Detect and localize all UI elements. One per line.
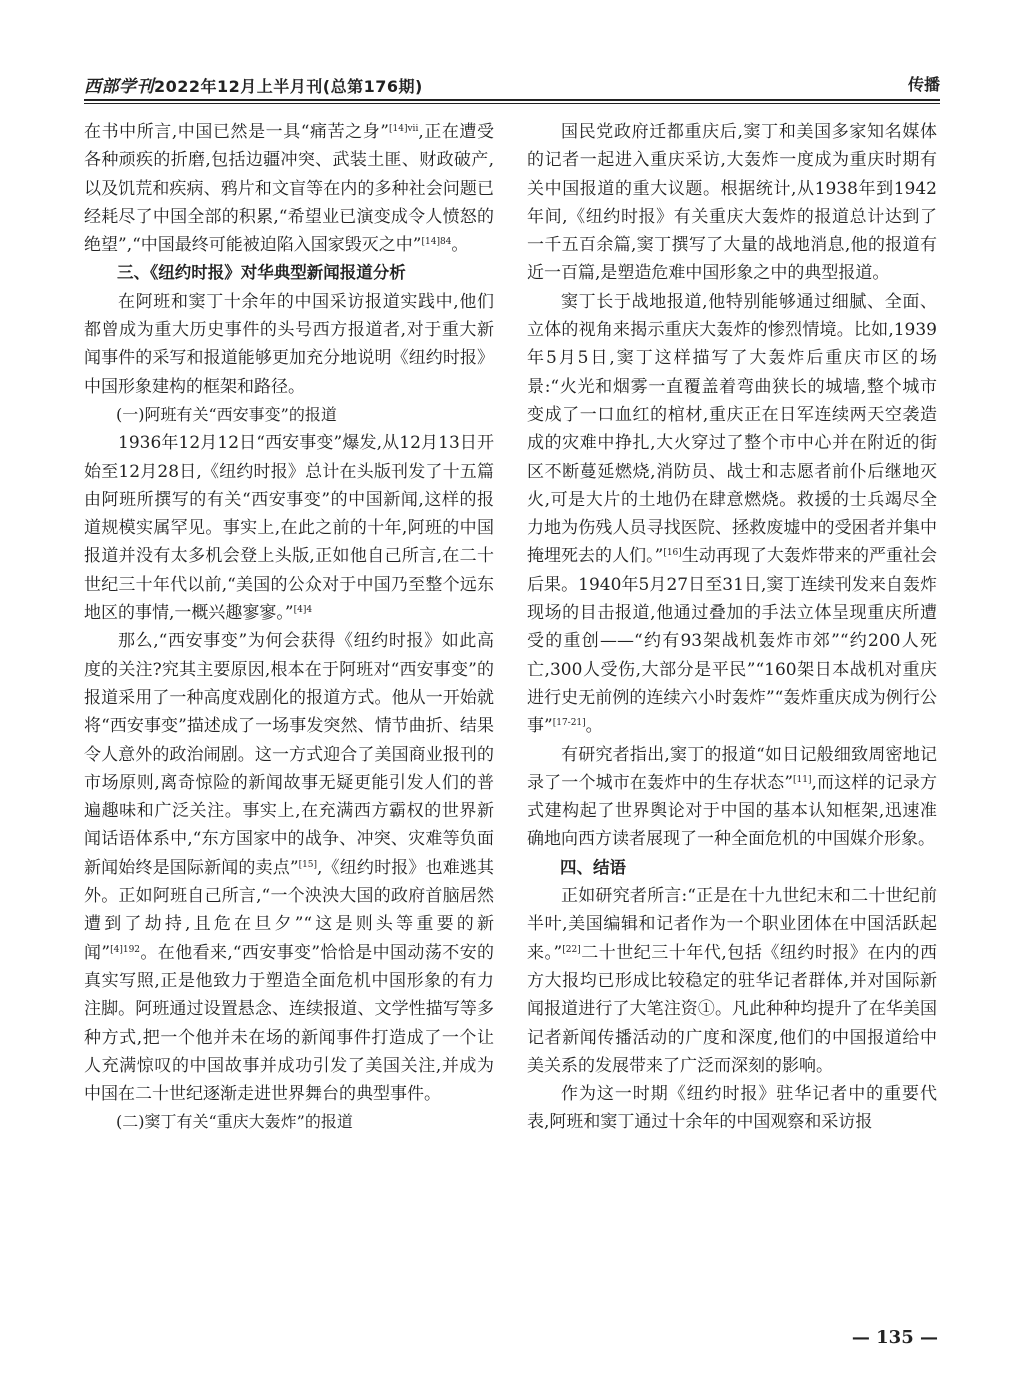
paragraph-text: 在书中所言,中国已然是一具“痛苦之身” xyxy=(84,122,389,142)
section-heading xyxy=(84,259,494,287)
paragraph xyxy=(527,741,937,854)
paragraph-text: ,正在遭受各种顽疾的折磨,包括边疆冲突、武装土匪、财政破产,以及饥荒和疾病、鸦片和文盲等在内的多种社会问题已经耗尽了中国全部的积累,“希望业已演变成令人愤怒的绝望”,“中国最终可能被迫陷入国家毁灭之中” xyxy=(84,122,494,256)
paragraph-text: 生动再现了大轰炸带来的严重社会后果。1940年5月27日至31日,窦丁连续刊发来自轰炸现场的目击报道,他通过叠加的手法立体呈现重庆所遭受的重创——“约有93架战机轰炸市郊”“约200人死亡,300人受伤,大部分是平民”“160架日本战机对重庆进行史无前例的连续六小时轰炸”“轰炸重庆成为例行公事” xyxy=(527,546,938,737)
paragraph-text: ,《纽约时报》也难逃其外。正如阿班自己所言,“一个泱泱大国的政府首脑居然遭到了劫持,且危在旦夕”“这是则头等重要的新闻” xyxy=(84,857,494,963)
journal-title xyxy=(84,72,423,97)
paragraph-text: 。 xyxy=(451,235,469,256)
journal-issue: 2022年12月上半月刊(总第176期) xyxy=(154,77,423,96)
paragraph-text: 窦丁长于战地报道,他特别能够通过细腻、全面、立体的视角来揭示重庆大轰炸的惨烈情境。比如,1939年5月5日,窦丁这样描写了大轰炸后重庆市区的场景:“火光和烟雾一直覆盖着弯曲狭长的城墙,整个城市变成了一口血红的棺材,重庆正在日军连续两天空袭造成的灾难中挣扎,大火穿过了整个市中心并在附近的街区不断蔓延燃烧,消防员、战士和志愿者前仆后继地灭火,可是大片的土地仍在肆意燃烧。救援的士兵竭尽全力地为伤残人员寻找医院、拯救废墟中的受困者并集中掩埋死去的人们。” xyxy=(527,291,937,567)
citation-ref: [17-21] xyxy=(552,718,586,729)
paragraph xyxy=(527,118,937,288)
paragraph-text: (一)阿班有关“西安事变”的报道 xyxy=(116,404,337,424)
paragraph xyxy=(527,1080,937,1137)
citation-ref: [4]192 xyxy=(110,944,141,955)
page-number: — 135 — xyxy=(851,1327,938,1348)
citation-ref: [14]84 xyxy=(421,237,452,248)
header-rule xyxy=(84,99,940,101)
running-header xyxy=(84,70,940,98)
paragraph-text: 1936年12月12日“西安事变”爆发,从12月13日开始至12月28日,《纽约时报》总计在头版刊发了十五篇由阿班所撰写的有关“西安事变”的中国新闻,这样的报道规模实属罕见。事实上,在此之前的十年,阿班的中国报道并没有太多机会登上头版,正如他自己所言,在二十世纪三十年代以前,“美国的公众对于中国乃至整个远东地区的事情,一概兴趣寥寥。” xyxy=(84,433,494,624)
section-heading xyxy=(84,1108,494,1136)
paragraph xyxy=(527,288,937,741)
citation-ref: [15] xyxy=(298,859,318,870)
section-label: 传播 xyxy=(907,75,940,94)
section-heading xyxy=(527,854,937,882)
paragraph-text: ,而这样的记录方式建构起了世界舆论对于中国的基本认知框架,迅速准确地向西方读者展现了一种全面危机的中国媒介形象。 xyxy=(527,772,937,850)
paragraph-text: 作为这一时期《纽约时报》驻华记者中的重要代表,阿班和窦丁通过十余年的中国观察和采访报 xyxy=(527,1084,937,1133)
paragraph-text: 。 xyxy=(585,716,603,737)
left-column xyxy=(84,118,494,1137)
paragraph xyxy=(84,118,494,259)
paragraph-text: 二十世纪三十年代,包括《纽约时报》在内的西方大报均已形成比较稳定的驻华记者群体,并对国际新闻报道进行了大笔注资①。凡此种种均提升了在华美国记者新闻传播活动的广度和深度,他们的中国报道给中美关系的发展带来了广泛而深刻的影响。 xyxy=(527,942,937,1076)
paragraph-text: (二)窦丁有关“重庆大轰炸”的报道 xyxy=(116,1112,353,1132)
section-heading xyxy=(84,401,494,429)
citation-ref: [22] xyxy=(562,944,581,955)
paragraph xyxy=(84,429,494,627)
paragraph xyxy=(527,882,937,1080)
paragraph-text: 四、结语 xyxy=(560,857,626,877)
citation-ref: [16] xyxy=(663,548,682,559)
paragraph-text: 国民党政府迁都重庆后,窦丁和美国多家知名媒体的记者一起进入重庆采访,大轰炸一度成为重庆时期有关中国报道的重大议题。根据统计,从1938年到1942年间,《纽约时报》有关重庆大轰炸的报道总计达到了一千五百余篇,窦丁撰写了大量的战地消息,他的报道有近一百篇,是塑造危难中国形象之中的典型报道。 xyxy=(527,122,937,284)
paragraph xyxy=(84,627,494,1108)
citation-ref: [11] xyxy=(793,774,812,785)
paragraph-text: 三、《纽约时报》对华典型新闻报道分析 xyxy=(117,263,406,283)
journal-logo: 西部学刊 xyxy=(84,77,154,97)
paragraph-text: 有研究者指出,窦丁的报道“如日记般细致周密地记录了一个城市在轰炸中的生存状态” xyxy=(527,744,937,793)
citation-ref: [4]4 xyxy=(293,605,313,616)
paragraph-text: 在阿班和窦丁十余年的中国采访报道实践中,他们都曾成为重大历史事件的头号西方报道者,对于重大新闻事件的采写和报道能够更加充分地说明《纽约时报》中国形象建构的框架和路径。 xyxy=(84,291,494,397)
paragraph-text: 。在他看来,“西安事变”恰恰是中国动荡不安的真实写照,正是他致力于塑造全面危机中国形象的有力注脚。阿班通过设置悬念、连续报道、文学性描写等多种方式,把一个他并未在场的新闻事件打造成了一个让人充满惊叹的中国故事并成功引发了美国关注,并成为中国在二十世纪逐渐走进世界舞台的典型事件。 xyxy=(84,942,494,1105)
citation-ref: [14]vii xyxy=(389,124,419,134)
paragraph-text: 正如研究者所言:“正是在十九世纪末和二十世纪前半叶,美国编辑和记者作为一个职业团体在中国活跃起来。” xyxy=(527,886,937,963)
paragraph xyxy=(84,288,494,401)
paragraph-text: 那么,“西安事变”为何会获得《纽约时报》如此高度的关注?究其主要原因,根本在于阿班对“西安事变”的报道采用了一种高度戏剧化的报道方式。他从一开始就将“西安事变”描述成了一场事发突然、情节曲折、结果令人意外的政治闹剧。这一方式迎合了美国商业报刊的市场原则,离奇惊险的新闻故事无疑更能引发人们的普遍趣味和广泛关注。事实上,在充满西方霸权的世界新闻话语体系中,“东方国家中的战争、冲突、灾难等负面新闻始终是国际新闻的卖点” xyxy=(84,631,494,878)
header-rule-thin xyxy=(84,103,940,104)
right-column xyxy=(527,118,937,1137)
